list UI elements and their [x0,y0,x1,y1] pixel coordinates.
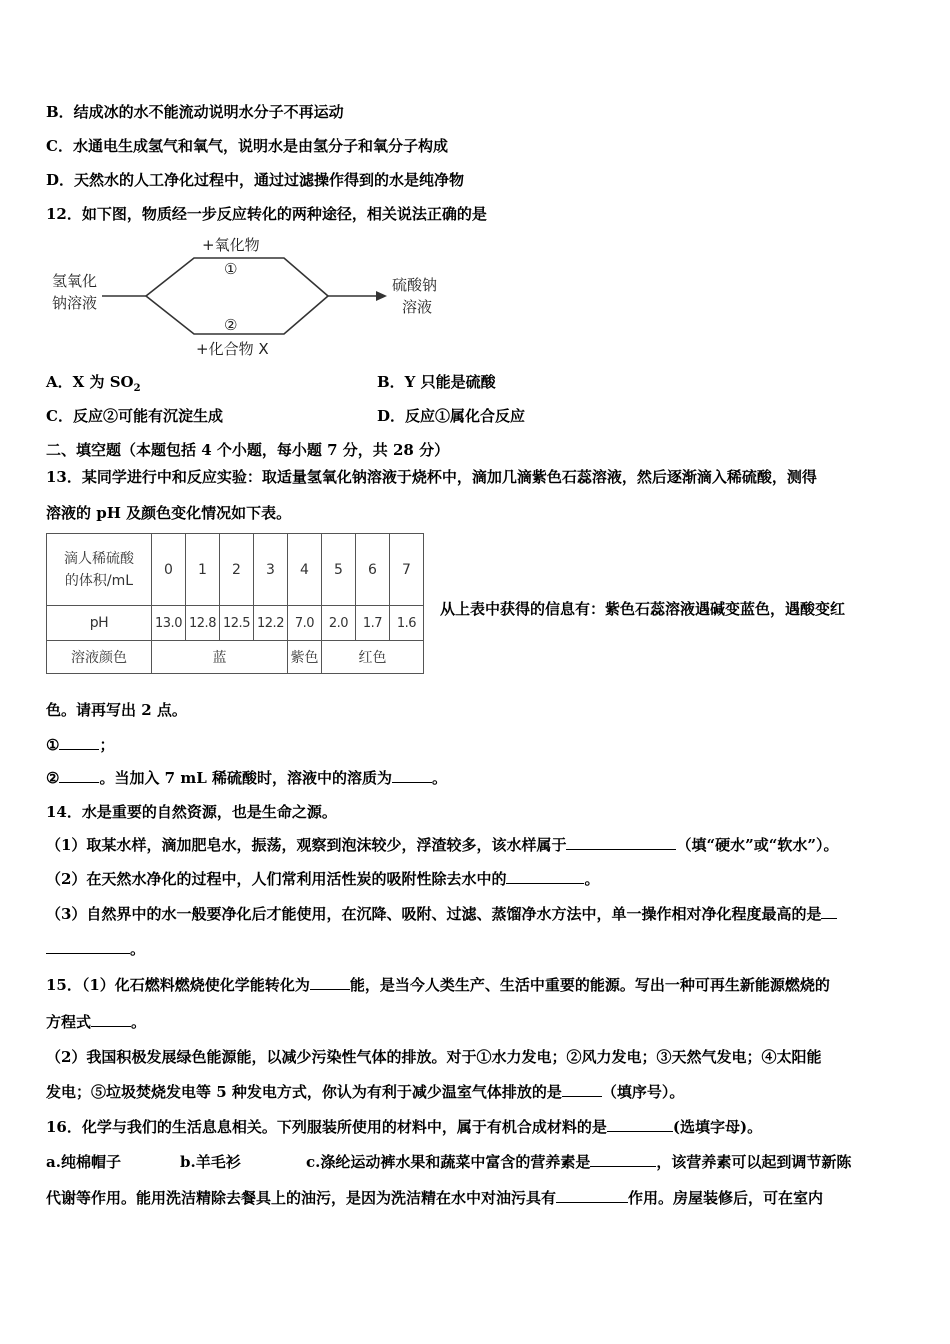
q15-line4 [46,1082,684,1102]
answer-blank[interactable] [46,939,130,954]
q12-option-a-text: A．X 为 SO [46,373,134,391]
ph-color-table [46,533,424,674]
q15-line1-text: 15．（1）化石燃料燃烧使化学能转化为 [46,976,310,994]
q15-line1 [46,975,830,995]
q11-option-b: B．结成冰的水不能流动说明水分子不再运动 [46,103,344,121]
table-cell-volume: 1 [186,534,220,606]
q14-part3 [46,904,837,924]
q15-line4-text: 发电；⑤垃圾焚烧发电等 5 种发电方式，你认为有利于减少温室气体排放的是 [46,1083,562,1101]
answer-blank[interactable] [562,1082,602,1097]
diagram-right-line2: 溶液 [402,298,433,316]
q16-line3 [46,1188,823,1208]
q16-option-c-text: c.涤纶运动裤水果和蔬菜中富含的营养素是 [306,1153,591,1171]
table-cell-ph: 1.7 [356,606,390,641]
q15-line2-text: 方程式 [46,1013,92,1031]
answer-1-tail: ； [99,736,115,754]
q11-option-c: C．水通电生成氢气和氧气，说明水是由氢分子和氧分子构成 [46,137,448,155]
diagram-top-label: +氧化物 [202,236,260,254]
table-cell-ph: 12.8 [186,606,220,641]
answer-blank[interactable] [392,768,432,783]
diagram-right-line1: 硫酸钠 [392,276,438,294]
table-cell-volume: 7 [390,534,424,606]
q14-part2 [46,869,599,889]
answer-1-label: ① [46,736,60,754]
q16-stem-tail: (选填字母)。 [672,1118,763,1136]
answer-2-mid: 。当加入 7 mL 稀硫酸时，溶液中的溶质为 [99,769,392,787]
section-heading: 二、填空题（本题包括 4 个小题，每小题 7 分，共 28 分） [46,441,450,459]
q14-stem: 14．水是重要的自然资源，也是生命之源。 [46,803,337,821]
q14-part1-tail: （填“硬水”或“软水”）。 [676,836,839,854]
q12-stem: 12．如下图，物质经一步反应转化的两种途径，相关说法正确的是 [46,205,487,223]
q13-table-side-text: 从上表中获得的信息有：紫色石蕊溶液遇碱变蓝色，遇酸变红 [440,600,846,618]
table-row-ph [47,606,424,641]
answer-blank[interactable] [556,1188,628,1203]
answer-blank[interactable] [590,1152,656,1167]
answer-2-tail: 。 [431,769,447,787]
q16-option-c [306,1152,851,1172]
table-cell-color-purple: 紫色 [288,641,322,674]
q16-option-a: a.纯棉帽子 [46,1153,121,1171]
q15-line4-tail: （填序号）。 [601,1083,685,1101]
table-cell-volume: 4 [288,534,322,606]
q16-stem-text: 16．化学与我们的生活息息相关。下列服装所使用的材料中，属于有机合成材料的是 [46,1118,607,1136]
q14-part3-tail: 。 [130,940,146,958]
diagram-arrowhead [376,291,387,301]
table-cell-volume: 2 [220,534,254,606]
table-header-line2: 的体积/mL [64,572,134,589]
q14-part2-text: （2）在天然水净化的过程中，人们常利用活性炭的吸附性除去水中的 [46,870,507,888]
answer-2-label: ② [46,769,60,787]
q13-line1: 13．某同学进行中和反应实验：取适量氢氧化钠溶液于烧杯中，滴加几滴紫色石蕊溶液，然后逐渐滴入稀硫酸，测得 [46,468,817,486]
answer-blank[interactable] [59,768,99,783]
diagram-bottom-number: ② [224,316,238,334]
q11-option-d: D．天然水的人工净化过程中，通过过滤操作得到的水是纯净物 [46,171,465,189]
answer-blank[interactable] [310,975,350,990]
q15-line2-tail: 。 [131,1013,147,1031]
q15-line1-tail: 能，是当今人类生产、生活中重要的能源。写出一种可再生新能源燃烧的 [349,976,830,994]
table-cell-volume: 5 [322,534,356,606]
table-cell-color-blue: 蓝 [152,641,288,674]
answer-blank[interactable] [821,904,837,919]
q13-answer-1 [46,735,114,755]
table-row-volume [47,534,424,606]
q16-stem [46,1117,762,1137]
q16-option-b: b.羊毛衫 [180,1153,241,1171]
q15-line3: （2）我国积极发展绿色能源能，以减少污染性气体的排放。对于①水力发电；②风力发电；③天然气发电；④太阳能 [46,1048,822,1066]
diagram-bottom-label: +化合物 X [196,340,269,358]
q14-part2-tail: 。 [584,870,600,888]
table-header-line1: 滴人稀硫酸 [64,550,134,567]
q13-line2: 溶液的 pH 及颜色变化情况如下表。 [46,504,292,522]
q14-part1-text: （1）取某水样，滴加肥皂水，振荡，观察到泡沫较少，浮渣较多，该水样属于 [46,836,567,854]
q13-answer-2 [46,768,447,788]
table-cell-volume: 3 [254,534,288,606]
q16-line3-text: 代谢等作用。能用洗洁精除去餐具上的油污，是因为洗洁精在水中对油污具有 [46,1189,557,1207]
answer-blank[interactable] [91,1012,131,1027]
q12-option-a [46,372,141,399]
table-label-color: 溶液颜色 [47,641,152,674]
table-cell-ph: 12.5 [220,606,254,641]
diagram-top-number: ① [224,260,238,278]
q16-option-c-tail: ，该营养素可以起到调节新陈 [656,1153,852,1171]
q12-option-d: D．反应①属化合反应 [377,407,526,425]
table-label-ph: pH [47,606,152,641]
q12-option-c: C．反应②可能有沉淀生成 [46,407,223,425]
table-header-volume [47,534,152,606]
table-cell-ph: 12.2 [254,606,288,641]
q16-line3-tail: 作用。房屋装修后，可在室内 [628,1189,824,1207]
table-cell-color-red: 红色 [322,641,424,674]
q12-option-a-subscript: 2 [133,383,141,394]
q15-line2 [46,1012,146,1032]
table-cell-ph: 1.6 [390,606,424,641]
table-cell-ph: 7.0 [288,606,322,641]
answer-blank[interactable] [566,835,676,850]
answer-blank[interactable] [607,1117,673,1132]
table-cell-volume: 0 [152,534,186,606]
q14-part1 [46,835,838,855]
q14-part3-continued [46,939,145,959]
table-cell-ph: 13.0 [152,606,186,641]
table-cell-ph: 2.0 [322,606,356,641]
answer-blank[interactable] [506,869,584,884]
diagram-left-line2: 钠溶液 [52,294,98,312]
reaction-path-diagram [44,234,464,364]
q14-part3-text: （3）自然界中的水一般要净化后才能使用，在沉降、吸附、过滤、蒸馏净水方法中，单一操作相对净化程度最高的是 [46,905,822,923]
table-cell-volume: 6 [356,534,390,606]
diagram-left-line1: 氢氧化 [52,272,98,290]
q12-option-b: B．Y 只能是硫酸 [377,373,496,391]
q13-line3: 色。请再写出 2 点。 [46,701,187,719]
answer-blank[interactable] [59,735,99,750]
table-row-color [47,641,424,674]
